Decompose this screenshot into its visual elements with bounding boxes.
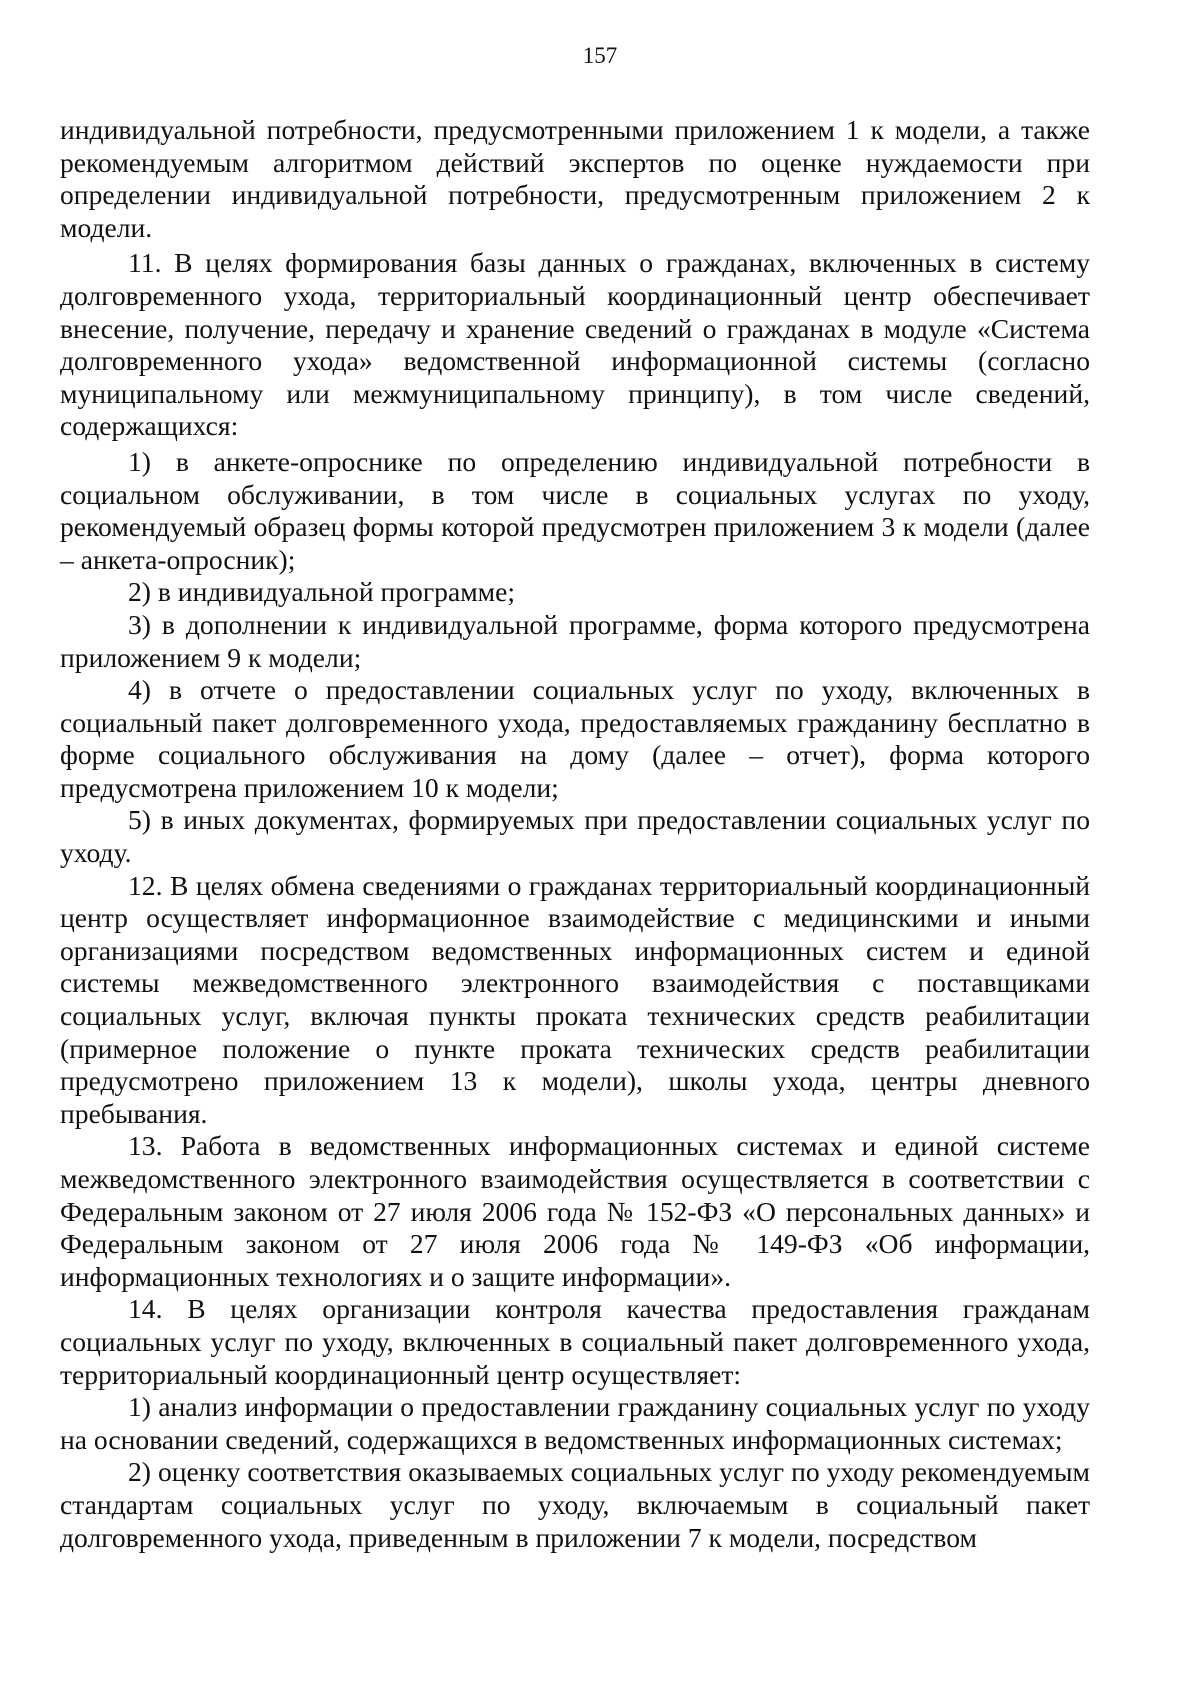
paragraph-item-13: 13. Работа в ведомственных информационных системах и единой системе межведомственного электронного взаимодействия осуществляется в соответствии с Федеральным законом от 27 июля 2006 года № 152-ФЗ «О персональных данных» и Федеральным законом от 27 июля 2006 года № 149-ФЗ «Об информации, информационных технологиях и о защите информации».	[60, 1130, 1090, 1292]
paragraph-item-14-1: 1) анализ информации о предоставлении гражданину социальных услуг по уходу на основании сведений, содержащихся в ведомственных информационных системах;	[60, 1391, 1090, 1455]
paragraph-item-11: 11. В целях формирования базы данных о гражданах, включенных в систему долговременного ухода, территориальный координационный центр обеспечивает внесение, получение, передачу и хранение сведений о гражданах в модуле «Система долговременного ухода» ведомственной информационной системы (согласно муниципальному или межмуниципальному принципу), в том числе сведений, содержащихся:	[60, 247, 1090, 442]
paragraph-item-11-4: 4) в отчете о предоставлении социальных услуг по уходу, включенных в социальный пакет долговременного ухода, предоставляемых гражданину бесплатно в форме социального обслуживания на дому (далее – отчет), форма которого предусмотрена приложением 10 к модели;	[60, 674, 1090, 803]
paragraph-item-12: 12. В целях обмена сведениями о гражданах территориальный координационный центр осуществляет информационное взаимодействие с медицинскими и иными организациями посредством ведомственных информационных систем и единой системы межведомственного электронного взаимодействия с поставщиками социальных услуг, включая пункты проката технических средств реабилитации (примерное положение о пункте проката технических средств реабилитации предусмотрено приложением 13 к модели), школы ухода, центры дневного пребывания.	[60, 869, 1090, 1129]
page-number: 157	[582, 43, 618, 68]
paragraph-item-11-2: 2) в индивидуальной программе;	[128, 576, 516, 608]
paragraph-item-11-1: 1) в анкете-опроснике по определению индивидуальной потребности в социальном обслуживании, в том числе в социальных услугах по уходу, рекомендуемый образец формы которой предусмотрен приложением 3 к модели (далее – анкета-опросник);	[60, 445, 1090, 575]
paragraph-continuation: индивидуальной потребности, предусмотренными приложением 1 к модели, а также рекомендуемым алгоритмом действий экспертов по оценке нуждаемости при определении индивидуальной потребности, предусмотренным приложением 2 к модели.	[60, 114, 1090, 243]
paragraph-item-14: 14. В целях организации контроля качества предоставления гражданам социальных услуг по уходу, включенных в социальный пакет долговременного ухода, территориальный координационный центр осуществляет:	[60, 1293, 1090, 1390]
paragraph-item-11-3: 3) в дополнении к индивидуальной программе, форма которого предусмотрена приложением 9 к модели;	[60, 608, 1090, 673]
paragraph-item-11-5: 5) в иных документах, формируемых при предоставлении социальных услуг по уходу.	[60, 804, 1090, 869]
paragraph-item-14-2: 2) оценку соответствия оказываемых социальных услуг по уходу рекомендуемым стандартам социальных услуг по уходу, включаемым в социальный пакет долговременного ухода, приведенным в приложении 7 к модели, посредством	[60, 1456, 1090, 1553]
document-body	[60, 114, 1090, 1554]
